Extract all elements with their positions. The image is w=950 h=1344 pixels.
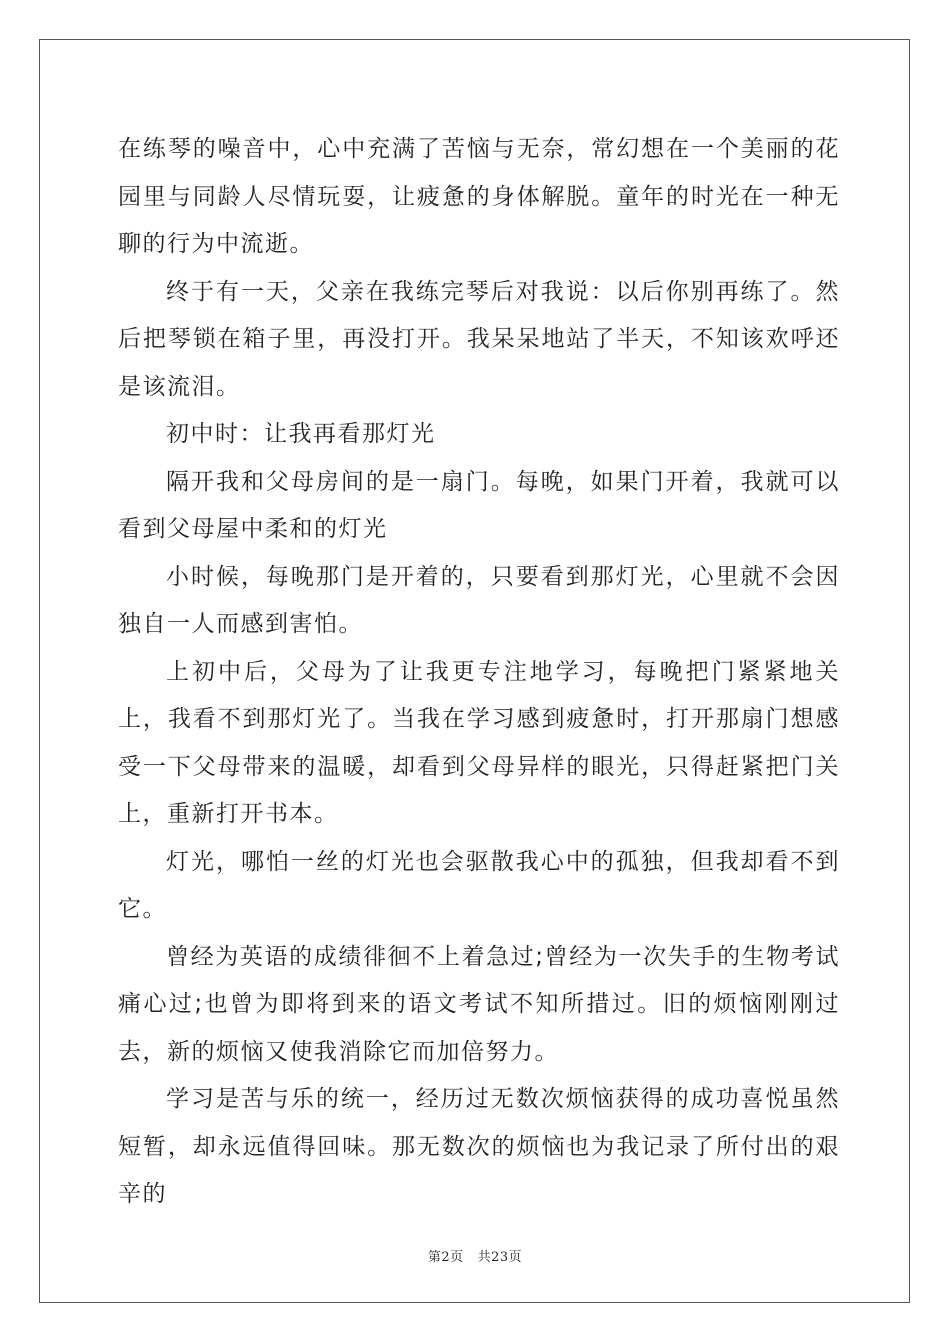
paragraph: 学习是苦与乐的统一，经历过无数次烦恼获得的成功喜悦虽然短暂，却永远值得回味。那无数次的烦恼也为我记录了所付出的艰辛的 xyxy=(118,1086,840,1207)
page-footer xyxy=(0,1246,950,1265)
paragraph: 小时候，每晚那门是开着的，只要看到那灯光，心里就不会因独自一人而感到害怕。 xyxy=(118,563,840,637)
section-heading: 初中时：让我再看那灯光 xyxy=(166,421,436,447)
paragraph: 上初中后，父母为了让我更专注地学习，每晚把门紧紧地关上，我看不到那灯光了。当我在学习感到疲惫时，打开那扇门想感受一下父母带来的温暖，却看到父母异样的眼光，只得赶紧把门关上，重新打开书本。 xyxy=(118,658,840,827)
paragraph: 在练琴的噪音中，心中充满了苦恼与无奈，常幻想在一个美丽的花园里与同龄人尽情玩耍，让疲惫的身体解脱。童年的时光在一种无聊的行为中流逝。 xyxy=(118,136,840,257)
page-total: 共23页 xyxy=(477,1250,523,1265)
paragraph: 终于有一天，父亲在我练完琴后对我说：以后你别再练了。然后把琴锁在箱子里，再没打开。我呆呆地站了半天，不知该欢呼还是该流泪。 xyxy=(118,278,840,400)
paragraph: 灯光，哪怕一丝的灯光也会驱散我心中的孤独，但我却看不到它。 xyxy=(118,848,840,922)
paragraph: 曾经为英语的成绩徘徊不上着急过;曾经为一次失手的生物考试痛心过;也曾为即将到来的语文考试不知所措过。旧的烦恼刚刚过去，新的烦恼又使我消除它而加倍努力。 xyxy=(118,943,840,1065)
document-body xyxy=(118,126,840,1219)
page-number: 第2页 xyxy=(427,1250,464,1265)
paragraph: 隔开我和父母房间的是一扇门。每晚，如果门开着，我就可以看到父母屋中柔和的灯光 xyxy=(118,468,840,542)
